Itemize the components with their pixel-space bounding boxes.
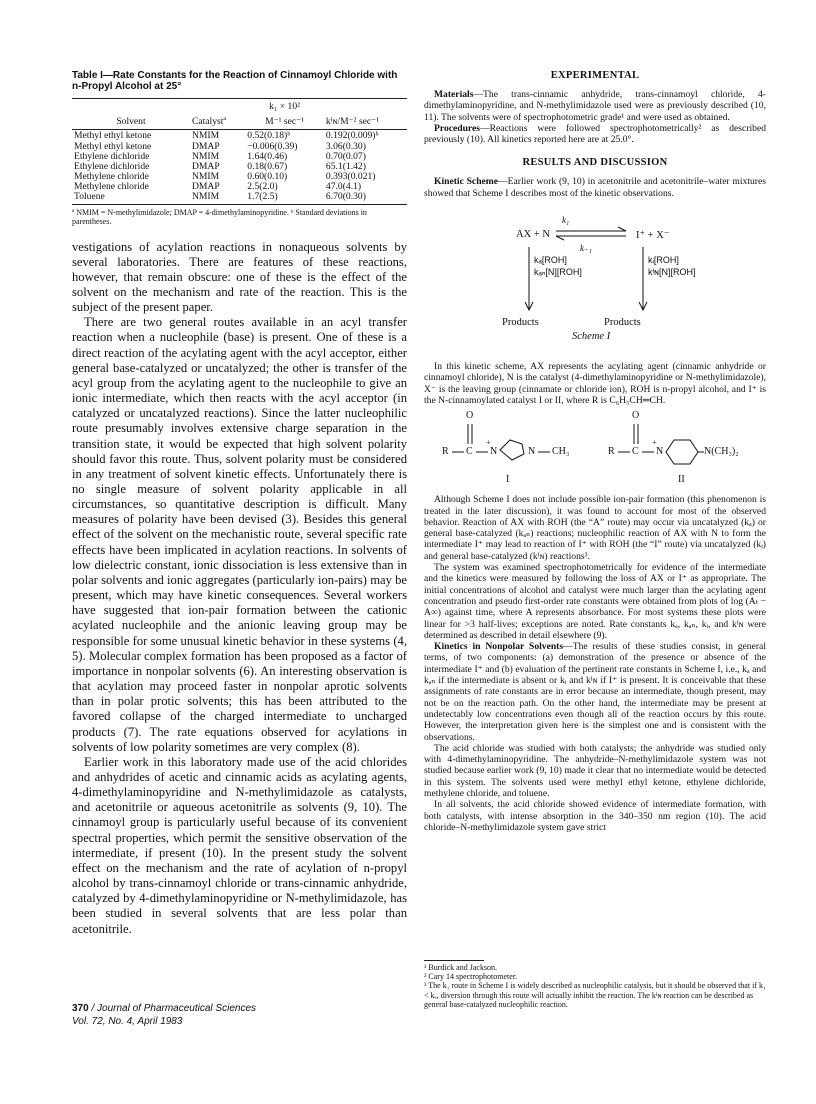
structure-ii-bonds-icon bbox=[424, 410, 766, 474]
table-footnote: ª NMIM = N-methylimidazole; DMAP = 4-dimethylaminopyridine. ᵇ Standard deviations in parentheses. bbox=[72, 207, 367, 226]
scheme-k-forward: k₁ bbox=[562, 215, 570, 226]
page-footer: 370 / Journal of Pharmaceutical Sciences Vol. 72, No. 4, April 1983 bbox=[72, 1003, 257, 1027]
scheme-k-reverse: k₋₁ bbox=[580, 243, 592, 254]
products-left: Products bbox=[502, 317, 539, 329]
scheme-left-side: AX + N bbox=[516, 229, 550, 241]
structures: R C O + N N CH₃ I R C O + N N(CH₃)₂ II bbox=[424, 410, 766, 490]
paragraph: There are two general routes available in an acyl transfer reaction when a nucleophile (base) is present. One of these is a direct reaction of the acylating agent with the acyl acceptor, either general base-catalyzed or uncatalyzed; the other is transfer of the acyl group from the acylating agent to the nucleophile to give an ionic intermediate, which then reacts with the acyl acceptor (in catalyzed or uncatalyzed reactions). Since the latter nucleophilic route presumably involves extensive charge separation in the transition state, it would be expected that high solvent polarity should favor this route. Thus, solvent polarity must be considered in any treatment of solvent kinetic effects. Unfortunately there is no single measure of solvent polarity applicable in all circumstances, so quantitative description is difficult. Many measures of polarity have been devised (3). Besides this general effect of the solvent on the mechanistic route, several specific rate effects have been implicated in acylation reactions. In solvents of low dielectric constant, ionic dissociation is less extensive than in polar solvents and ionic aggregates (particularly ion-pairs) may be present, which may have kinetic consequences. Several workers have suggested that ion-pair formation between the cationic acylated nucleophile and the anionic leaving group may be responsible for some unusual kinetic behavior in these systems (4, 5). Molecular complex formation has been proposed as a factor of importance in nonpolar solvents (6). An interesting observation is that acylation may proceed faster in nonpolar aprotic solvents than in polar protic solvents; this has been attributed to the favored collapse of the charged intermediate to uncharged products (7). The rate equations observed for acylations in solvents of low polarity sometimes are very complex (8). bbox=[72, 315, 407, 754]
page-number: 370 bbox=[72, 1003, 89, 1014]
footnotes bbox=[424, 963, 766, 1009]
scheme-right-side: I⁺ + X⁻ bbox=[636, 230, 670, 242]
experimental-text bbox=[424, 89, 766, 145]
paragraph: Although Scheme I does not include possible ion-pair formation (this phenomenon is treated in the later discussion), it was found to account for most of the observed behavior. Reaction of AX with ROH (the “A” route) may occur via uncatalyzed (kₐ) or general base-catalyzed (kₐₙ) reactions; nucleophilic reaction of AX with N to form the intermediate I⁺ may lead to reaction of I⁺ with ROH (the “I” route) via uncatalyzed (kᵢ) and general base-catalyzed (kᴵɴ) reactions³. bbox=[424, 494, 766, 562]
table-row: Ethylene dichloride DMAP 0.18(0.67) 65.1(1.42) bbox=[74, 160, 366, 172]
footnote: ³ The k₁ route in Scheme I is widely described as nucleophilic catalysis, but it should be observed that if k₁ < kₐ, diversion through this route will actually inhibit the reaction. The kᴵɴ reaction can be described as general base-catalyzed nucleophilic reaction. bbox=[424, 981, 766, 1009]
footnote: ¹ Burdick and Jackson. bbox=[424, 963, 498, 972]
materials-label: Materials bbox=[434, 89, 474, 100]
paragraph: The system was examined spectrophotometrically for evidence of the intermediate and the kinetics were measured by following the loss of AX or I⁺ as appropriate. The initial concentrations of alcohol and catalyst were much larger than the acylating agent concentration and pseudo first-order rate constants were obtained from plots of log (Aₜ − A∞) against time, where A represents absorbance. For most systems these plots were linear for >3 half-lives; exceptions are noted. Rate constants kₐ, kₐₙ, kᵢ, and kᴵɴ were determined as described in detail elsewhere (9). bbox=[424, 562, 766, 641]
kinetic-scheme-label: Kinetic Scheme bbox=[434, 176, 499, 188]
table-title: Table I—Rate Constants for the Reaction of Cinnamoyl Chloride with n-Propyl Alcohol at 25° bbox=[72, 70, 398, 92]
intro-text bbox=[72, 240, 407, 937]
structure-ii-label: II bbox=[678, 474, 685, 486]
paragraph: Kinetics in Nonpolar Solvents—The results of these studies consist, in general terms, of two components: (a) demonstration of the presence or absence of the intermediate I⁺ and (b) evaluation of the pertinent rate constants in Scheme I, i.e., kₐ and kₐₙ if the intermediate is absent or kᵢ and kᴵɴ if I⁺ is present. It is conceivable that these assignments of rate constants are in error because an intermediate, though present, may not be on the reaction path. On the other hand, the intermediate may be present at undetectably low concentrations even though all of the reaction occurs by this route. However, the interpretation given here is the simplest one and is consistent with the observations. bbox=[424, 641, 766, 743]
paragraph: In this kinetic scheme, AX represents the acylating agent (cinnamic anhydride or cinnamoyl chloride), N is the catalyst (4-dimethylaminopyridine or N-methylimidazole), X⁻ is the leaving group (cinnamate or chloride ion), ROH is n-propyl alcohol, and I⁺ is the N-cinnamoylated catalyst I or II, where R is C₆H₅CH═CH. bbox=[424, 361, 766, 406]
right-rates-line1: kᵢ[ROH] bbox=[648, 255, 679, 266]
footnote: ² Cary 14 spectrophotometer. bbox=[424, 972, 518, 982]
paragraph: vestigations of acylation reactions in nonaqueous solvents by several laboratories. There are features of these reactions, however, that remain obscure: one of these is the effect of the solvent on the mechanism and rate of the reaction. This is the subject of the present paper. bbox=[72, 239, 407, 315]
paragraph: Earlier work in this laboratory made use of the acid chlorides and anhydrides of acetic and cinnamic acids as acylating agents, 4-dimethylaminopyridine and N-methylimidazole as catalysts, and acetonitrile or aqueous acetonitrile as solvents (9, 10). The cinnamoyl group is particularly useful because of its convenient spectral properties, which permit the sensitive observation of the intermediate, if present (10). In the present study the solvent effect on the mechanism and the rate of acylation of n-propyl alcohol by trans-cinnamoyl chloride or trans-cinnamic anhydride, catalyzed by 4-dimethylaminopyridine or N-methylimidazole, has been studied in several solvents that are less polar than acetonitrile. bbox=[72, 754, 407, 936]
rate-constants-table bbox=[72, 98, 407, 205]
procedures-label: Procedures bbox=[434, 122, 481, 134]
nonpolar-label: Kinetics in Nonpolar Solvents bbox=[434, 641, 564, 653]
footnote-rule bbox=[424, 960, 484, 961]
paragraph: Kinetic Scheme—Earlier work (9, 10) in acetonitrile and acetonitrile–water mixtures showed that Scheme I describes most of the kinetic observations. bbox=[424, 176, 766, 199]
header-catalyst: Catalystª bbox=[190, 114, 245, 130]
header-ki-line1: k₁ × 10² bbox=[245, 99, 324, 115]
table-row: Methylene chloride NMIM 0.60(0.10) 0.393(0.021) bbox=[74, 170, 376, 182]
journal-name: Journal of Pharmaceutical Sciences bbox=[97, 1003, 257, 1014]
left-rates-line1: kₐ[ROH] bbox=[534, 255, 567, 266]
experimental-heading: EXPERIMENTAL bbox=[550, 70, 640, 81]
header-solvent: Solvent bbox=[72, 114, 190, 130]
table-row: Methyl ethyl ketone DMAP −0.006(0.39) 3.06(0.30) bbox=[74, 140, 366, 152]
structure-i-label: I bbox=[506, 474, 510, 486]
scheme-caption: Scheme I bbox=[572, 331, 611, 343]
paragraph: Materials—The trans-cinnamic anhydride, trans-cinnamoyl chloride, 4-dimethylaminopyridine, and N-methylimidazole used were as previously described (10, 11). The solvents were of spectrophotometric grade¹ and were used as obtained. bbox=[424, 89, 766, 123]
down-arrow-icon bbox=[638, 247, 648, 313]
scheme-i bbox=[424, 207, 766, 357]
equilibrium-arrows-icon bbox=[554, 225, 629, 243]
left-column bbox=[72, 70, 407, 937]
table-row: Methyl ethyl ketone NMIM 0.52(0.18)ᵇ 0.192(0.009)ᵇ bbox=[74, 129, 379, 141]
down-arrow-icon bbox=[524, 247, 534, 313]
right-rates-line2: kᴵɴ[N][ROH] bbox=[648, 267, 696, 278]
right-column bbox=[424, 70, 766, 833]
header-ki-line2: M⁻¹ sec⁻¹ bbox=[245, 114, 324, 130]
left-rates-line2: kₐₙ[N][ROH] bbox=[534, 267, 582, 278]
table-row: Methylene chloride DMAP 2.5(2.0) 47.0(4.1) bbox=[74, 180, 362, 192]
header-kin: kᴵɴ/M⁻² sec⁻¹ bbox=[324, 114, 407, 130]
products-right: Products bbox=[604, 317, 641, 329]
paragraph: The acid chloride was studied with both catalysts; the anhydride was studied only with 4-dimethylaminopyridine. The anhydride–N-methylimidazole system was not studied because earlier work (9, 10) made it clear that no intermediate would be detected in this system. The solvents used were methyl ethyl ketone, ethylene dichloride, methylene chloride, and toluene. bbox=[424, 742, 766, 799]
volume-info: Vol. 72, No. 4, April 1983 bbox=[72, 1016, 183, 1027]
results-heading: RESULTS AND DISCUSSION bbox=[522, 157, 668, 169]
table-row: Toluene NMIM 1.7(2.5) 6.70(0.30) bbox=[72, 192, 407, 205]
paragraph: In all solvents, the acid chloride showed evidence of intermediate formation, with both catalysts, with intense absorption in the 340–350 nm region (10). The acid chloride–N-methylimidazole system gave strict bbox=[424, 799, 766, 833]
paragraph: Procedures—Reactions were followed spectrophotometrically² as described previously (10). All kinetics reported here are at 25.0°. bbox=[424, 122, 766, 146]
table-row: Ethylene dichloride NMIM 1.64(0.46) 0.70(0.07) bbox=[74, 150, 366, 162]
table-body bbox=[72, 130, 407, 205]
